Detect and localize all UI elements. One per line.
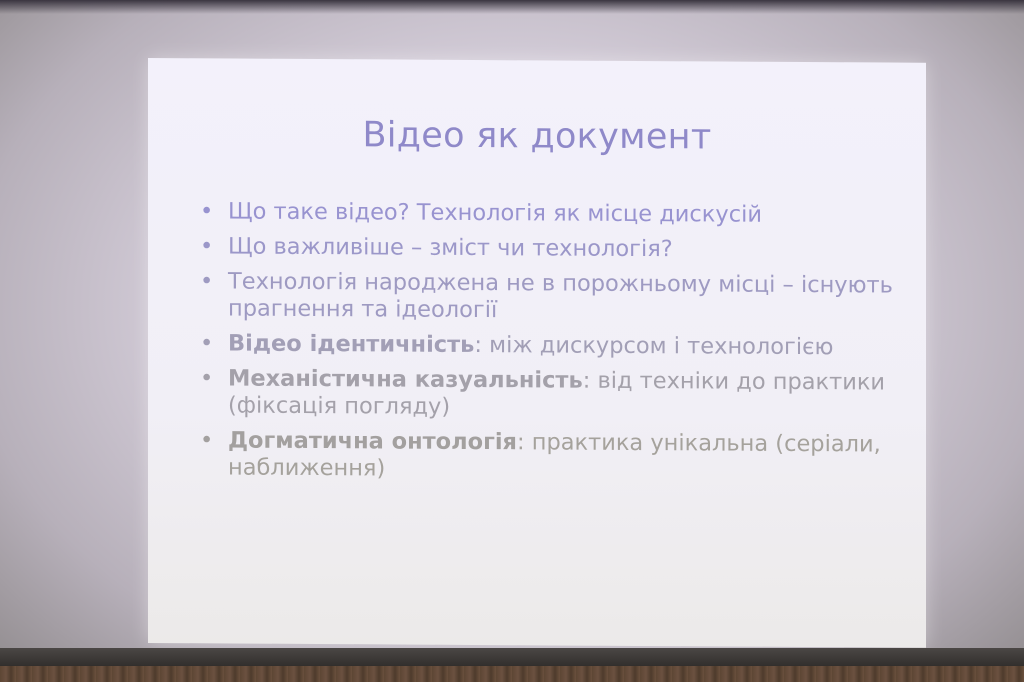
bullet-item — [200, 330, 900, 361]
bullet-bold-term: Механістична казуальність — [228, 365, 583, 394]
slide-title: Відео як документ — [362, 115, 712, 158]
bullet-text: : практика унікальна (серіали, наближення) — [228, 429, 881, 482]
bullet-bold-term: Відео ідентичність — [228, 330, 475, 358]
projected-slide — [148, 58, 926, 648]
bullet-list — [200, 198, 900, 493]
bullet-dot-icon: • — [200, 330, 214, 357]
bullet-dot-icon: • — [200, 268, 214, 295]
bullet-dot-icon: • — [200, 365, 214, 392]
bullet-text: : від техніки до практики (фіксація погляду) — [228, 367, 886, 420]
bullet-item — [200, 233, 900, 264]
bullet-text: Технологія народжена не в порожньому місці – існують прагнення та ідеології — [228, 268, 893, 324]
bullet-dot-icon: • — [200, 233, 214, 260]
bullet-item — [200, 427, 900, 485]
bullet-text: Що таке відео? Технологія як місце дискусій — [228, 198, 762, 228]
bullet-dot-icon: • — [200, 427, 214, 454]
bullet-item — [200, 198, 900, 229]
bullet-item — [200, 268, 900, 326]
bullet-bold-term: Догматична онтологія — [228, 427, 517, 456]
floor-band — [0, 666, 1024, 682]
bullet-dot-icon: • — [200, 198, 214, 225]
bullet-text: Що важливіше – зміст чи технологія? — [228, 233, 673, 263]
bullet-text: : між дискурсом і технологією — [474, 331, 834, 361]
screen-bottom-edge — [0, 648, 1024, 668]
bullet-item — [200, 365, 900, 423]
